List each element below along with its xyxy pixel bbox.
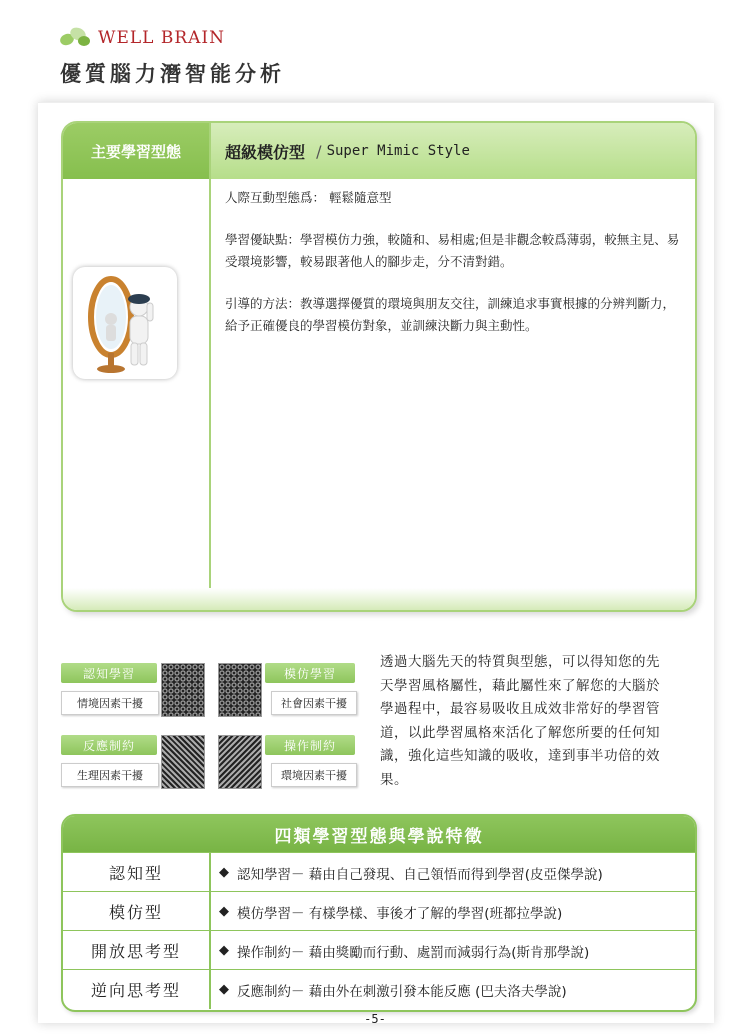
sub-cognitive: 情境因素干擾 xyxy=(61,691,159,715)
card-footer xyxy=(63,588,695,610)
mirror-figure-image xyxy=(73,267,177,379)
fingerprint-icon xyxy=(161,735,205,789)
style-name-zh: 超級模仿型 xyxy=(225,142,306,162)
row-desc-text: 反應制約－ 藉由外在刺激引發本能反應 (巴夫洛夫學說) xyxy=(237,983,567,1000)
row-type: 開放思考型 xyxy=(63,931,211,970)
tag-imitation: 模仿學習 xyxy=(265,663,355,683)
row-desc xyxy=(219,931,589,970)
pros-cons: 學習優缺點：學習模仿力強，較隨和、易相處;但是非觀念較爲薄弱，較無主見、易受環境影響，較易跟著他人的腳步走，分不清對錯。 xyxy=(225,232,680,269)
table-row xyxy=(63,852,695,892)
diamond-bullet-icon: ◆ xyxy=(219,982,229,997)
tag-cognitive: 認知學習 xyxy=(61,663,157,683)
row-type: 認知型 xyxy=(63,853,211,892)
diamond-bullet-icon: ◆ xyxy=(219,943,229,958)
row-type: 逆向思考型 xyxy=(63,970,211,1009)
table-row xyxy=(63,930,695,970)
fingerprint-icon xyxy=(161,663,205,717)
table-title: 四類學習型態與學說特徵 xyxy=(63,816,695,852)
leaf-logo-icon xyxy=(60,26,94,50)
diamond-bullet-icon: ◆ xyxy=(219,904,229,919)
guidance: 引導的方法：教導選擇優質的環境與朋友交往，訓練追求事實根據的分辨判斷力，給予正確優良的學習模仿對象，並訓練決斷力與主動性。 xyxy=(225,296,676,333)
sub-imitation: 社會因素干擾 xyxy=(271,691,357,715)
sub-operant: 環境因素干擾 xyxy=(271,763,357,787)
sub-reflex: 生理因素干擾 xyxy=(61,763,159,787)
row-desc-text: 操作制約－ 藉由獎勵而行動、處罰而減弱行為(斯肯那學說) xyxy=(237,944,590,961)
card-body xyxy=(225,187,681,357)
card-title xyxy=(225,123,470,179)
fingerprint-icon xyxy=(218,663,262,717)
table-row xyxy=(63,891,695,931)
tag-operant: 操作制約 xyxy=(265,735,355,755)
table-row xyxy=(63,969,695,1009)
learning-style-card xyxy=(61,121,697,612)
diamond-bullet-icon: ◆ xyxy=(219,865,229,880)
row-desc-text: 認知學習－ 藉由自己發現、自己領悟而得到學習(皮亞傑學說) xyxy=(237,866,603,883)
row-desc-text: 模仿學習－ 有樣學樣、事後才了解的學習(班都拉學說) xyxy=(237,905,563,922)
logo xyxy=(60,24,225,52)
learning-description: 透過大腦先天的特質與型態，可以得知您的先天學習風格屬性，藉此屬性來了解您的大腦於學過程中，最容易吸收且成效非常好的學習管道，以此學習風格來活化了解您所要的任何知識，強化這些知識的吸收，達到事半功倍的效果。 xyxy=(380,654,660,788)
page-number: -5- xyxy=(364,1012,386,1026)
card-label: 主要學習型態 xyxy=(63,123,209,179)
interaction-type: 人際互動型態爲： 輕鬆隨意型 xyxy=(225,190,392,205)
fingerprint-icon xyxy=(218,735,262,789)
title-separator: / xyxy=(311,141,327,161)
logo-text: WELL BRAIN xyxy=(98,28,226,48)
style-name-en: Super Mimic Style xyxy=(326,143,470,159)
row-type: 模仿型 xyxy=(63,892,211,931)
row-desc xyxy=(219,970,567,1009)
learning-types-table xyxy=(61,814,697,1012)
page-subtitle: 優質腦力潛智能分析 xyxy=(60,62,285,86)
row-desc xyxy=(219,892,562,931)
row-desc xyxy=(219,853,603,892)
tag-reflex: 反應制約 xyxy=(61,735,157,755)
mirror-mimic-icon xyxy=(73,267,177,379)
card-divider xyxy=(209,123,211,610)
